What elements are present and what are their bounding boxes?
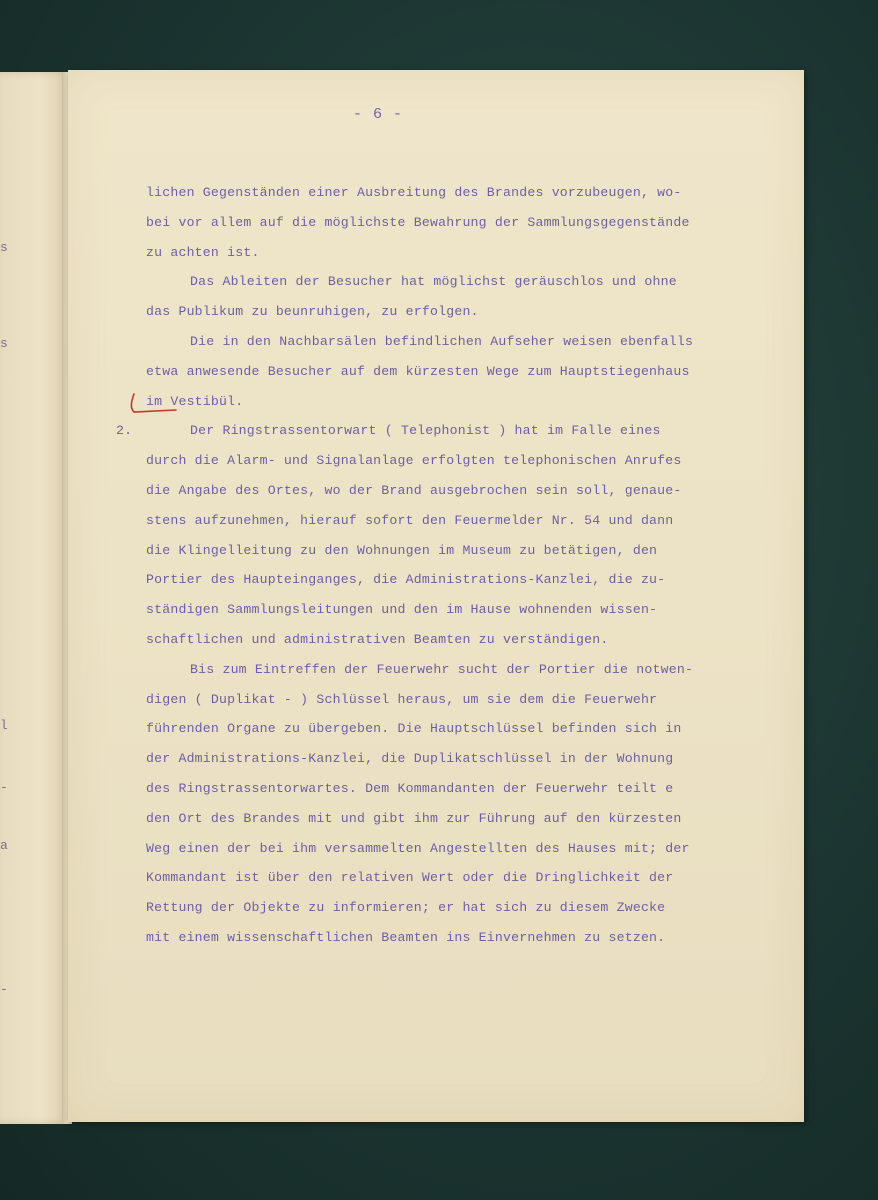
line-text: digen ( Duplikat - ) Schlüssel heraus, um sie dem die Feuerwehr	[146, 691, 658, 707]
text-line	[146, 774, 756, 804]
line-text: ständigen Sammlungsleitungen und den im Hause wohnenden wissen-	[146, 602, 658, 618]
text-line	[146, 506, 756, 536]
text-line	[146, 178, 756, 208]
line-text: lichen Gegenständen einer Ausbreitung des Brandes vorzubeugen, wo-	[146, 185, 682, 200]
line-text: die Angabe des Ortes, wo der Brand ausgebrochen sein soll, genaue-	[146, 482, 682, 498]
text-line	[146, 863, 756, 893]
text-line	[146, 744, 756, 774]
fragment: s	[0, 336, 8, 351]
line-text: durch die Alarm- und Signalanlage erfolgten telephonischen Anrufes	[146, 453, 682, 469]
text-line	[146, 327, 756, 357]
text-line	[146, 625, 756, 655]
text-line	[146, 893, 756, 923]
facing-page-text-fragments	[0, 72, 68, 1124]
page-number: - 6 -	[352, 106, 403, 123]
line-text: das Publikum zu beunruhigen, zu erfolgen.	[146, 304, 479, 320]
text-line	[146, 923, 756, 953]
facing-page-edge	[0, 72, 68, 1124]
line-text: Die in den Nachbarsälen befindlichen Aufseher weisen ebenfalls	[190, 333, 694, 349]
line-text: Bis zum Eintreffen der Feuerwehr sucht der Portier die notwen-	[190, 661, 694, 677]
text-line	[146, 208, 756, 238]
fragment: s	[0, 240, 8, 255]
line-text: im Vestibül.	[146, 393, 244, 409]
line-text: stens aufzunehmen, hierauf sofort den Feuermelder Nr. 54 und dann	[146, 512, 674, 528]
line-text: etwa anwesende Besucher auf dem kürzesten Wege zum Hauptstiegenhaus	[146, 363, 690, 379]
body-text	[116, 178, 756, 953]
text-line	[146, 446, 756, 476]
line-text: die Klingelleitung zu den Wohnungen im Museum zu betätigen, den	[146, 542, 658, 558]
text-line	[146, 238, 756, 268]
text-line	[146, 595, 756, 625]
text-line	[146, 387, 756, 417]
line-text: Portier des Haupteinganges, die Administrations-Kanzlei, die zu-	[146, 572, 666, 588]
fragment: l	[0, 718, 8, 733]
text-line	[146, 714, 756, 744]
text-line	[146, 565, 756, 595]
line-text: zu achten ist.	[146, 244, 260, 260]
line-text: des Ringstrassentorwartes. Dem Kommandanten der Feuerwehr teilt e	[146, 780, 674, 796]
line-text: den Ort des Brandes mit und gibt ihm zur Führung auf den kürzesten	[146, 810, 682, 826]
fragment: -	[0, 780, 8, 795]
line-text: schaftlichen und administrativen Beamten zu verständigen.	[146, 631, 609, 647]
text-line	[146, 834, 756, 864]
line-text: Der Ringstrassentorwart ( Telephonist ) hat im Falle eines	[190, 423, 661, 439]
text-line	[146, 357, 756, 387]
line-text: Rettung der Objekte zu informieren; er hat sich zu diesem Zwecke	[146, 900, 666, 916]
line-text: mit einem wissenschaftlichen Beamten ins Einvernehmen zu setzen.	[146, 929, 666, 945]
line-text: Weg einen der bei ihm versammelten Angestellten des Hauses mit; der	[146, 840, 690, 856]
line-text: Kommandant ist über den relativen Wert oder die Dringlichkeit der	[146, 870, 674, 886]
text-line	[146, 267, 756, 297]
fragment: a	[0, 838, 8, 853]
text-line	[146, 655, 756, 685]
fragment: -	[0, 982, 8, 997]
section-number: 2.	[116, 423, 133, 439]
document-page	[68, 70, 804, 1122]
text-line	[146, 476, 756, 506]
text-line	[146, 536, 756, 566]
line-text: bei vor allem auf die möglichste Bewahrung der Sammlungsgegenstände	[146, 214, 690, 230]
line-text: führenden Organe zu übergeben. Die Hauptschlüssel befinden sich in	[146, 721, 682, 737]
line-text: der Administrations-Kanzlei, die Duplikatschlüssel in der Wohnung	[146, 751, 674, 767]
line-text: Das Ableiten der Besucher hat möglichst geräuschlos und ohne	[190, 274, 677, 290]
text-line	[116, 416, 756, 446]
text-line	[146, 685, 756, 715]
text-line	[146, 804, 756, 834]
text-line	[146, 297, 756, 327]
